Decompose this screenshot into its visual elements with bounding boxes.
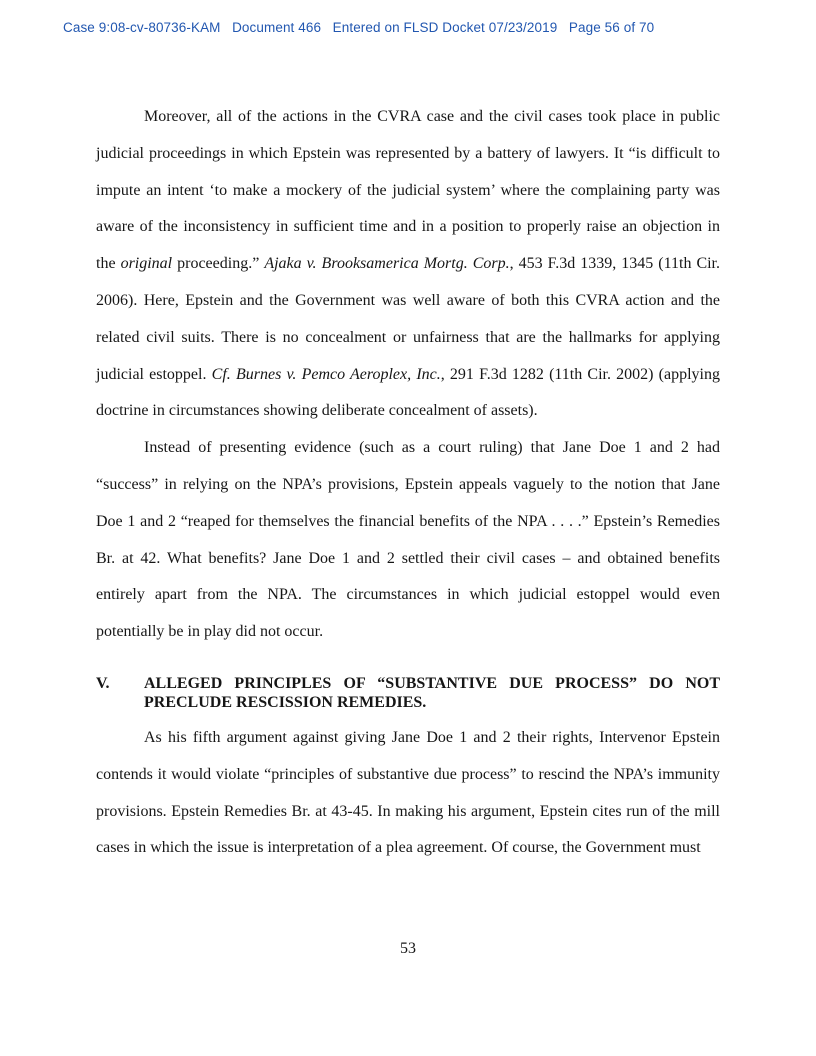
section-heading (96, 674, 720, 713)
paragraph-npa-benefits: Instead of presenting evidence (such as a court ruling) that Jane Doe 1 and 2 had “success” in relying on the NPA’s provisions, Epstein appeals vaguely to the notion that Jane Doe 1 and 2 “reaped for themselves the financial benefits of the NPA . . . .” Epstein’s Remedies Br. at 42. What benefits? Jane Doe 1 and 2 settled their civil cases – and obtained benefits entirely apart from the NPA. The circumstances in which judicial estoppel would even potentially be in play did not occur. (96, 439, 720, 641)
page-number: 53 (400, 940, 416, 957)
paragraph-judicial-estoppel: Moreover, all of the actions in the CVRA case and the civil cases took place in public judicial proceedings in which Epstein was represented by a battery of lawyers. It “is difficult to impute an intent ‘to make a mockery of the judicial system’ where the complaining party was aware of the inconsistency in sufficient time and in a position to properly raise an objection in the original proceeding.” Ajaka v. Brooksamerica Mortg. Corp., 453 F.3d 1339, 1345 (11th Cir. 2006). Here, Epstein and the Government was well aware of both this CVRA action and the related civil suits. There is no concealment or unfairness that are the hallmarks for applying judicial estoppel. Cf. Burnes v. Pemco Aeroplex, Inc., 291 F.3d 1282 (11th Cir. 2002) (applying doctrine in circumstances showing deliberate concealment of assets). (96, 108, 721, 420)
paragraph-substantive-due-process: As his fifth argument against giving Jane Doe 1 and 2 their rights, Intervenor Epstein contends it would violate “principles of substantive due process” to rescind the NPA’s immunity provisions. Epstein Remedies Br. at 43-45. In making his argument, Epstein cites run of the mill cases in which the issue is interpretation of a plea agreement. Of course, the Government must (96, 728, 720, 857)
section-heading-line-2: PRECLUDE RESCISSION REMEDIES. (144, 694, 427, 712)
section-heading-line-1: ALLEGED PRINCIPLES OF “SUBSTANTIVE DUE PROCESS” DO NOT (144, 674, 720, 692)
docket-stamp: Case 9:08-cv-80736-KAM Document 466 Entered on FLSD Docket 07/23/2019 Page 56 of 70 (63, 20, 655, 35)
document-body (96, 99, 720, 867)
section-number: V. (96, 674, 110, 692)
section-heading-text (144, 674, 720, 713)
